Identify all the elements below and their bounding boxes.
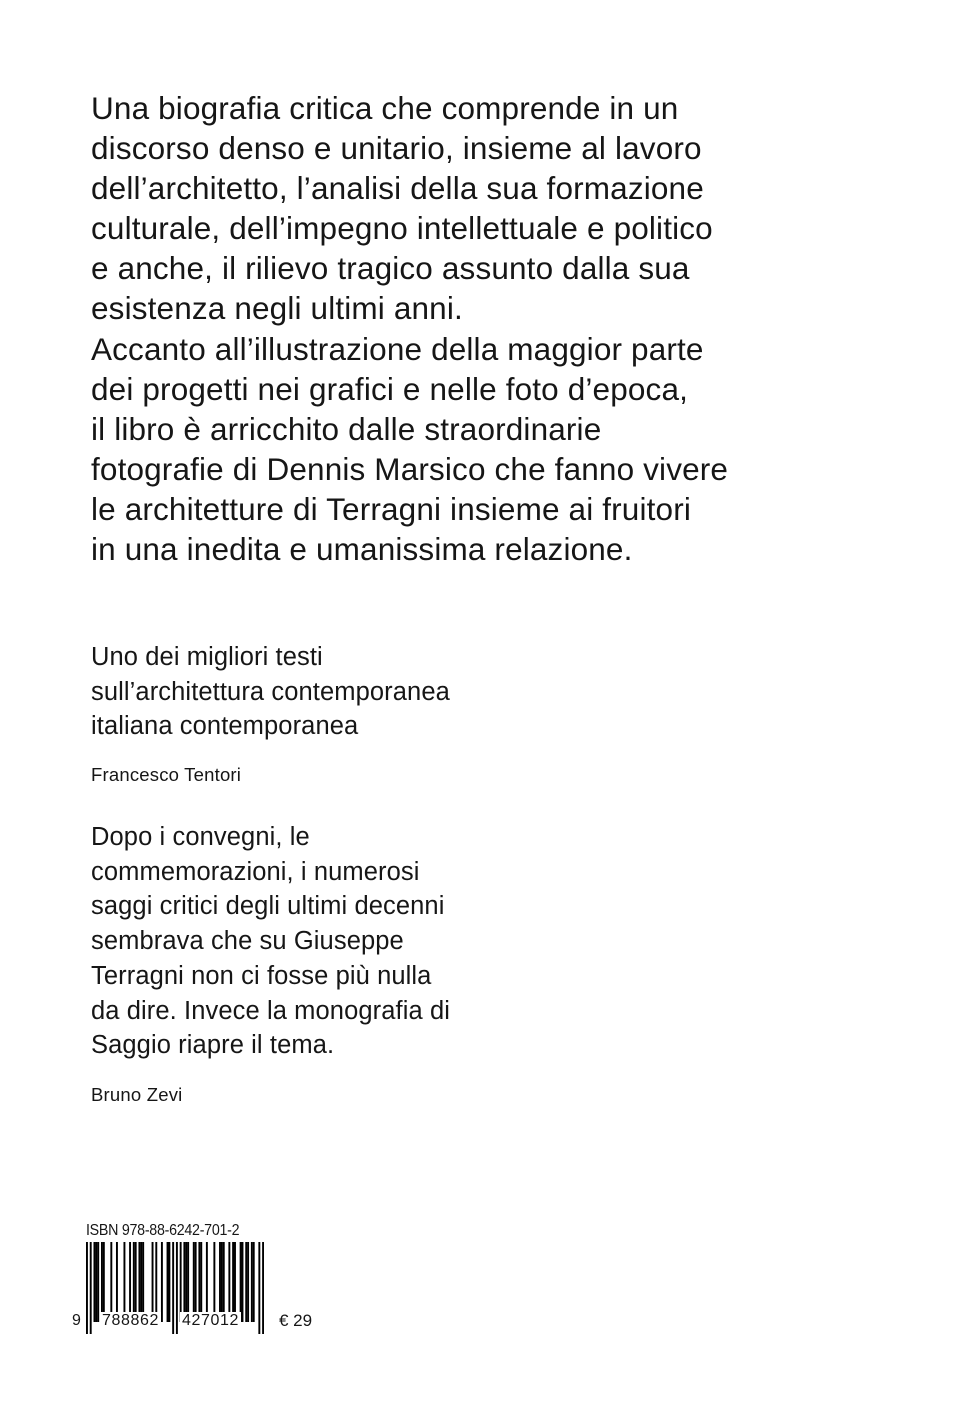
barcode-bar (247, 1242, 249, 1322)
barcode-bar (101, 1242, 103, 1322)
barcode-bar (253, 1242, 255, 1322)
description-line: culturale, dell’impegno intellettuale e politico (91, 210, 713, 247)
description-line: in una inedita e umanissima relazione. (91, 531, 633, 568)
barcode-bar (155, 1242, 157, 1322)
quote-author-tentori: Francesco Tentori (91, 764, 242, 785)
barcode-bar (251, 1242, 253, 1322)
barcode-guard-bar (258, 1242, 260, 1334)
barcode-bar (93, 1242, 95, 1322)
description-line: dei progetti nei grafici e nelle foto d’epoca, (91, 370, 689, 407)
barcode-bar (187, 1242, 189, 1322)
barcode-bar (185, 1242, 187, 1322)
barcode-guard-bar (172, 1242, 174, 1334)
barcode-bar (200, 1242, 202, 1322)
barcode-bar (213, 1242, 215, 1322)
isbn-label: ISBN 978-88-6242-701-2 (86, 1222, 240, 1239)
quote-zevi (91, 820, 611, 1063)
barcode-guard-bar (90, 1242, 92, 1334)
barcode-bar (138, 1242, 140, 1322)
description-line: esistenza negli ultimi anni. (91, 290, 463, 327)
quote-tentori (91, 640, 611, 744)
barcode-bar (133, 1242, 135, 1322)
quote-line: da dire. Invece la monografia di (91, 996, 450, 1025)
barcode-bar (183, 1242, 185, 1322)
description-line: dell’architetto, l’analisi della sua formazione (91, 170, 704, 207)
barcode-bar (103, 1242, 105, 1322)
barcode-bar (95, 1242, 97, 1322)
description-line: il libro è arricchito dalle straordinarie (91, 410, 602, 447)
quote-line: Dopo i convegni, le (91, 823, 310, 851)
barcode-bar (228, 1242, 230, 1322)
quote-author-zevi: Bruno Zevi (91, 1084, 183, 1105)
quote-line: sull’architettura contemporanea (91, 677, 450, 706)
description-line: Una biografia critica che comprende in un (91, 90, 679, 126)
barcode-bar (198, 1242, 200, 1322)
back-cover-description (91, 88, 851, 569)
barcode-bar (110, 1242, 112, 1322)
quote-line: italiana contemporanea (91, 712, 359, 741)
barcode-bar (240, 1242, 242, 1322)
barcode-bar (206, 1242, 208, 1322)
quote-line: Saggio riapre il tema. (91, 1031, 335, 1060)
barcode-bar (167, 1242, 169, 1322)
barcode-bar (180, 1242, 182, 1322)
barcode-bar (223, 1242, 225, 1322)
quote-line: sembrava che su Giuseppe (91, 927, 404, 956)
barcode-bar (116, 1242, 118, 1322)
quote-line: saggi critici degli ultimi decenni (91, 892, 445, 921)
quote-line: commemorazioni, i numerosi (91, 857, 420, 886)
barcode-bar (195, 1242, 197, 1322)
barcode-guard-bar (262, 1242, 264, 1334)
barcode-bar (168, 1242, 170, 1322)
description-line: fotografie di Dennis Marsico che fanno vivere (91, 450, 729, 487)
barcode-bar (193, 1242, 195, 1322)
barcode-bar (234, 1242, 236, 1322)
description-line: e anche, il rilievo tragico assunto dalla sua (91, 250, 690, 287)
barcode-bar (97, 1242, 99, 1322)
barcode-guard-bar (86, 1242, 88, 1334)
barcode-bar (123, 1242, 125, 1322)
price-label: € 29 (279, 1311, 313, 1330)
barcode-bar (129, 1242, 131, 1322)
isbn-barcode (70, 1222, 350, 1342)
quote-line: Terragni non ci fosse più nulla (91, 961, 432, 990)
barcode-bar (140, 1242, 142, 1322)
barcode-digit-lead: 9 (72, 1312, 82, 1329)
barcode-digits-left: 788862 (102, 1312, 159, 1329)
description-line: le architetture di Terragni insieme ai fruitori (91, 490, 691, 527)
barcode-bar (245, 1242, 247, 1322)
barcode-bar (142, 1242, 144, 1322)
description-line: Accanto all’illustrazione della maggior parte (91, 330, 704, 367)
barcode-bar (152, 1242, 154, 1322)
barcode-bar (242, 1242, 244, 1322)
barcode-bar (219, 1242, 221, 1322)
barcode-bar (221, 1242, 223, 1322)
barcode-bar (161, 1242, 163, 1322)
barcode-digits-right: 427012 (182, 1312, 239, 1329)
description-line: discorso denso e unitario, insieme al lavoro (91, 130, 702, 167)
barcode-bar (232, 1242, 234, 1322)
barcode-guard-bar (176, 1242, 178, 1334)
quote-line: Uno dei migliori testi (91, 643, 323, 671)
barcode-bar (135, 1242, 137, 1322)
